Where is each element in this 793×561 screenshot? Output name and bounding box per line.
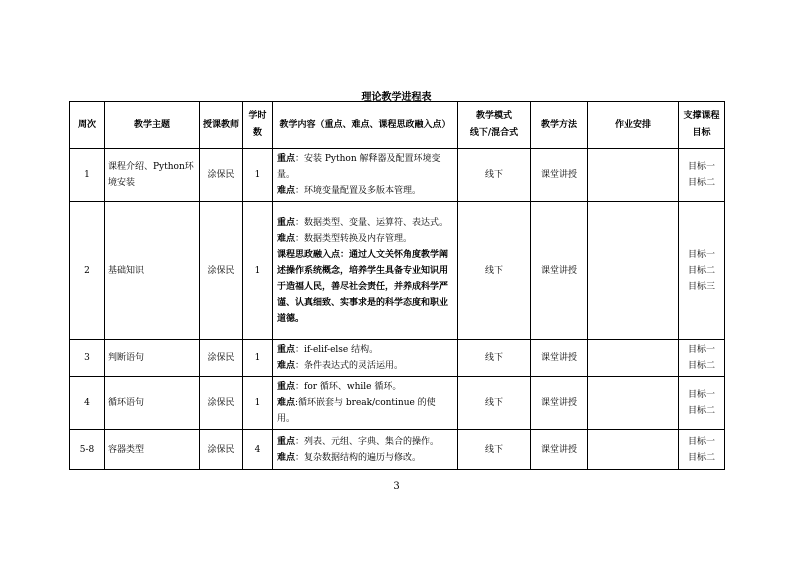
goal-item: 目标一 [687, 390, 715, 400]
cell-mode: 线下 [458, 340, 531, 377]
cell-goals [679, 202, 725, 340]
cell-homework [588, 377, 679, 430]
cell-method: 课堂讲授 [531, 149, 588, 202]
header-homework: 作业安排 [588, 102, 679, 149]
cell-hours: 4 [243, 430, 273, 470]
key-point: 重点：列表、元组、字典、集合的操作。 [277, 436, 440, 447]
cell-content [273, 430, 458, 470]
header-week: 周次 [70, 102, 105, 149]
header-row [70, 102, 725, 149]
cell-mode: 线下 [458, 377, 531, 430]
goal-item: 目标一 [687, 436, 715, 447]
cell-content [273, 340, 458, 377]
goal-item: 目标二 [687, 452, 715, 463]
goal-item: 目标一 [687, 345, 715, 355]
difficult-point: 难点：环境变量配置及多版本管理。 [277, 186, 422, 196]
ideology-point: 课程思政融入点：通过人文关怀角度教学阐述操作系统概念，培养学生具备专业知识用于造福人民，善尽社会责任，并养成科学严谨、认真细致、实事求是的科学态度和职业道德。 [277, 249, 449, 324]
cell-mode: 线下 [458, 202, 531, 340]
difficult-point: 难点：数据类型转换及内存管理。 [277, 233, 413, 244]
header-goal: 支撑课程目标 [679, 102, 725, 149]
key-point: 重点：if-elif-else 结构。 [277, 345, 379, 355]
table-row [70, 430, 725, 470]
cell-week: 3 [70, 340, 105, 377]
difficult-point: 难点：复杂数据结构的遍历与修改。 [277, 452, 422, 463]
goal-item: 目标三 [687, 281, 715, 292]
header-content: 教学内容（重点、难点、课程思政融入点） [273, 102, 458, 149]
cell-mode: 线下 [458, 149, 531, 202]
goal-item: 目标二 [687, 265, 715, 276]
key-point: 重点：数据类型、变量、运算符、表达式。 [277, 217, 449, 228]
cell-goals [679, 340, 725, 377]
cell-topic: 循环语句 [105, 377, 200, 430]
table-row [70, 377, 725, 430]
cell-teacher: 涂保民 [200, 340, 243, 377]
cell-homework [588, 202, 679, 340]
cell-teacher: 涂保民 [200, 430, 243, 470]
cell-hours: 1 [243, 377, 273, 430]
header-method: 教学方法 [531, 102, 588, 149]
cell-goals [679, 430, 725, 470]
header-mode [458, 102, 531, 149]
cell-teacher: 涂保民 [200, 377, 243, 430]
cell-method: 课堂讲授 [531, 202, 588, 340]
table-row [70, 202, 725, 340]
cell-week: 2 [70, 202, 105, 340]
page-number: 3 [393, 481, 400, 492]
difficult-point: 难点:循环嵌套与 break/continue 的使用。 [277, 398, 436, 424]
cell-goals [679, 377, 725, 430]
cell-week: 1 [70, 149, 105, 202]
cell-content [273, 149, 458, 202]
cell-homework [588, 149, 679, 202]
cell-hours: 1 [243, 202, 273, 340]
cell-content [273, 202, 458, 340]
cell-method: 课堂讲授 [531, 430, 588, 470]
cell-method: 课堂讲授 [531, 377, 588, 430]
table-row [70, 340, 725, 377]
cell-mode: 线下 [458, 430, 531, 470]
teaching-schedule-table [69, 101, 725, 470]
cell-hours: 1 [243, 340, 273, 377]
header-teacher: 授课教师 [200, 102, 243, 149]
cell-topic: 基础知识 [105, 202, 200, 340]
cell-topic: 课程介绍、Python环境安装 [105, 149, 200, 202]
difficult-point: 难点：条件表达式的灵活运用。 [277, 361, 404, 371]
cell-homework [588, 430, 679, 470]
cell-homework [588, 340, 679, 377]
goal-item: 目标二 [687, 178, 715, 188]
goal-item: 目标一 [687, 249, 715, 260]
cell-method: 课堂讲授 [531, 340, 588, 377]
cell-topic: 容器类型 [105, 430, 200, 470]
cell-week: 4 [70, 377, 105, 430]
key-point: 重点：安装 Python 解释器及配置环境变量。 [277, 154, 441, 180]
cell-hours: 1 [243, 149, 273, 202]
cell-topic: 判断语句 [105, 340, 200, 377]
goal-item: 目标二 [687, 406, 715, 416]
cell-teacher: 涂保民 [200, 202, 243, 340]
header-mode-line1: 教学模式 [475, 111, 512, 121]
table-title: 理论教学进程表 [361, 92, 432, 103]
cell-content [273, 377, 458, 430]
goal-item: 目标一 [687, 162, 715, 172]
header-hours: 学时数 [243, 102, 273, 149]
header-topic: 教学主题 [105, 102, 200, 149]
cell-goals [679, 149, 725, 202]
key-point: 重点：for 循环、while 循环。 [277, 382, 402, 392]
table-row [70, 149, 725, 202]
header-mode-line2: 线下/混合式 [469, 128, 519, 138]
cell-week: 5-8 [70, 430, 105, 470]
cell-teacher: 涂保民 [200, 149, 243, 202]
goal-item: 目标二 [687, 361, 715, 371]
